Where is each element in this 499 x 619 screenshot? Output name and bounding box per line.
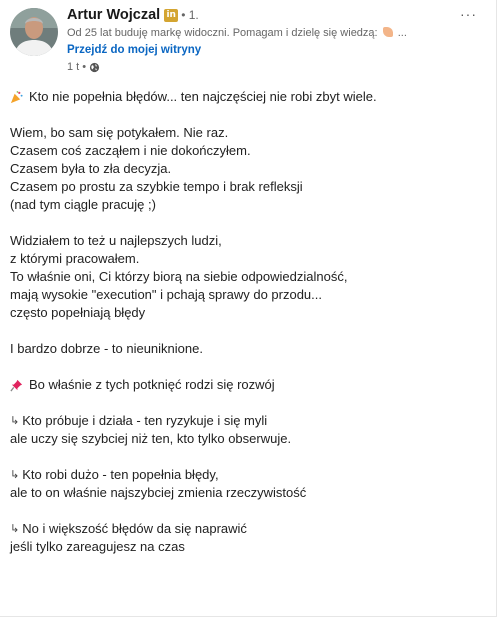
post-line [10,376,490,394]
post-line: I bardzo dobrze - to nieuniknione. [10,341,203,356]
post-line [10,412,490,430]
party-popper-icon [10,91,23,104]
post-text: Kto nie popełnia błędów... ten najczęściej nie robi zbyt wiele. [29,89,377,104]
avatar[interactable] [10,8,58,56]
post-line: mają wysokie "execution" i pchają sprawy do przodu... [10,287,322,302]
post-line: Czasem po prostu za szybkie tempo i brak refleksji [10,179,303,194]
post-line: Czasem była to zła decyzja. [10,161,172,176]
linkedin-premium-icon: in [164,9,178,22]
post-text: No i większość błędów da się naprawić [22,521,247,536]
post-line: często popełniają błędy [10,305,146,320]
connection-degree: • 1. [181,8,199,22]
post-line: ale uczy się szybciej niż ten, kto tylko obserwuje. [10,431,292,446]
post-line: To właśnie oni, Ci którzy biorą na siebie odpowiedzialność, [10,269,348,284]
post-line: (nad tym ciągle pracuję ;) [10,197,156,212]
arrow-icon: ↳ [10,468,20,481]
website-link[interactable]: Przejdź do mojej witryny [67,44,202,56]
globe-icon [89,62,100,73]
post-line: jeśli tylko zareagujesz na czas [10,539,185,554]
arrow-icon: ↳ [10,414,20,427]
post-time: 1 t [67,61,80,73]
post-line: Widziałem to też u najlepszych ludzi, [10,233,222,248]
post-line: Czasem coś zacząłem i nie dokończyłem. [10,143,251,158]
author-name-row [67,7,199,23]
post-line: Wiem, bo sam się potykałem. Nie raz. [10,125,229,140]
meta-separator: • [82,61,87,73]
author-headline-text: Od 25 lat buduję markę widoczni. Pomagam i dzielę się wiedzą: [67,27,378,39]
post-meta [67,61,100,73]
arrow-icon: ↳ [10,522,20,535]
post-text: Bo właśnie z tych potknięć rodzi się rozwój [29,377,275,392]
post-line [10,466,490,484]
post-line [10,520,490,538]
author-headline [67,27,439,39]
post-body [10,88,490,556]
headline-ellipsis: ... [397,27,407,39]
more-options-button[interactable]: ··· [460,6,477,22]
post-text: Kto robi dużo - ten popełnia błędy, [22,467,219,482]
post-line: z którymi pracowałem. [10,251,140,266]
avatar-photo [10,8,58,56]
hand-emoji-icon [383,27,393,37]
pushpin-icon [10,379,23,392]
post-text: Kto próbuje i działa - ten ryzykuje i się myli [22,413,268,428]
post-line [10,88,490,106]
post-line: ale to on właśnie najszybciej zmienia rzeczywistość [10,485,307,500]
author-name[interactable]: Artur Wojczal [67,7,161,23]
